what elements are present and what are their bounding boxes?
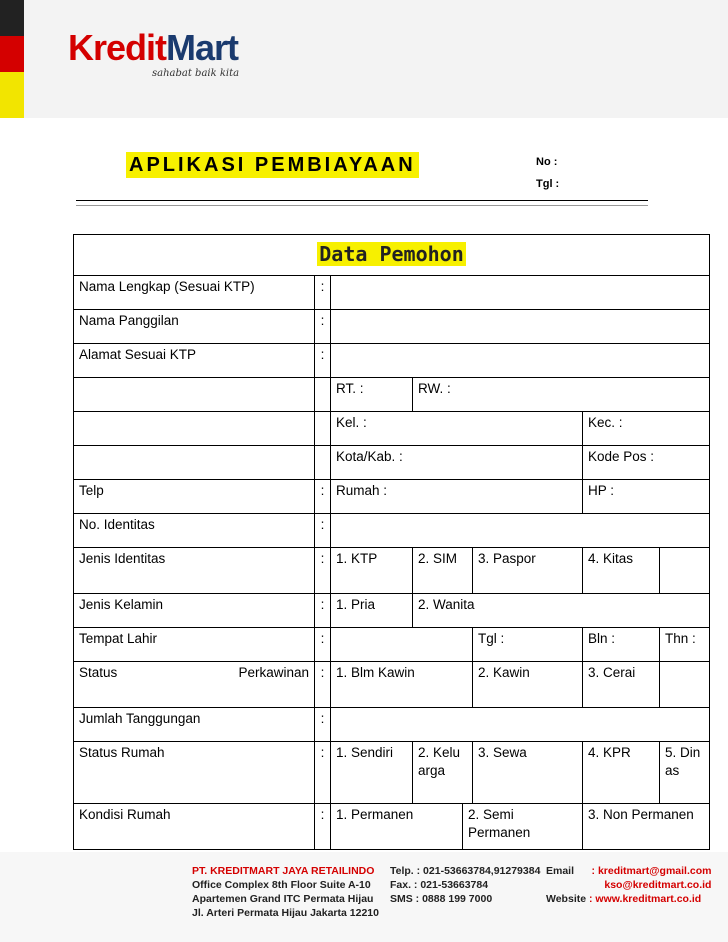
option-keluarga[interactable]: 2. Keluarga xyxy=(413,742,473,804)
input-rw[interactable]: RW. : xyxy=(413,378,710,412)
footer-contacts xyxy=(546,864,711,906)
colon: : xyxy=(315,742,331,804)
option-cerai[interactable]: 3. Cerai xyxy=(583,662,660,708)
option-sendiri[interactable]: 1. Sendiri xyxy=(331,742,413,804)
section-title: Data Pemohon xyxy=(319,241,464,266)
colon: : xyxy=(315,310,331,344)
label-tempat-lahir: Tempat Lahir xyxy=(74,628,315,662)
sms-line: SMS : 0888 199 7000 xyxy=(390,893,493,905)
colon: : xyxy=(315,514,331,548)
label-blank xyxy=(74,446,315,480)
label-nama-panggilan: Nama Panggilan xyxy=(74,310,315,344)
option-pria[interactable]: 1. Pria xyxy=(331,594,413,628)
label-nama-lengkap: Nama Lengkap (Sesuai KTP) xyxy=(74,276,315,310)
input-kel[interactable]: Kel. : xyxy=(331,412,583,446)
label-jenis-identitas: Jenis Identitas xyxy=(74,548,315,594)
input-tempat-lahir[interactable] xyxy=(331,628,473,662)
input-alamat[interactable] xyxy=(331,344,710,378)
input-rt[interactable]: RT. : xyxy=(331,378,413,412)
colon: : xyxy=(315,708,331,742)
flag-stripe-red xyxy=(0,36,24,72)
label-no-identitas: No. Identitas xyxy=(74,514,315,548)
label-blank xyxy=(74,412,315,446)
colon: : xyxy=(315,548,331,594)
option-semi-permanen[interactable]: 2. Semi Permanen xyxy=(463,804,583,850)
brand-tagline: sahabat baik kita xyxy=(152,68,240,79)
input-telp-rumah[interactable]: Rumah : xyxy=(331,480,583,514)
email-link-2[interactable]: kso@kreditmart.co.id xyxy=(604,879,712,891)
option-sewa[interactable]: 3. Sewa xyxy=(473,742,583,804)
option-non-permanen[interactable]: 3. Non Permanen xyxy=(583,804,710,850)
option-kpr[interactable]: 4. KPR xyxy=(583,742,660,804)
logo-kredit: Kredit xyxy=(68,27,167,68)
label-jenis-kelamin: Jenis Kelamin xyxy=(74,594,315,628)
option-sim[interactable]: 2. SIM xyxy=(413,548,473,594)
address-line-2: Apartemen Grand ITC Permata Hijau xyxy=(192,893,374,905)
colon: : xyxy=(315,344,331,378)
email-link-1[interactable]: : kreditmart@gmail.com xyxy=(591,865,712,877)
logo-mart: Mart xyxy=(166,27,239,68)
option-dinas[interactable]: 5. Dinas xyxy=(660,742,710,804)
section-header xyxy=(74,235,710,276)
website-link[interactable]: : www.kreditmart.co.id xyxy=(589,893,702,905)
colon-blank xyxy=(315,378,331,412)
colon: : xyxy=(315,628,331,662)
input-nama-lengkap[interactable] xyxy=(331,276,710,310)
input-kec[interactable]: Kec. : xyxy=(583,412,710,446)
tgl-label: Tgl : xyxy=(536,178,560,190)
label-blank xyxy=(74,378,315,412)
header-rule xyxy=(76,200,648,201)
page-title: APLIKASI PEMBIAYAAN xyxy=(126,152,419,178)
label-telp: Telp xyxy=(74,480,315,514)
option-blank[interactable] xyxy=(660,548,710,594)
input-tgl[interactable]: Tgl : xyxy=(473,628,583,662)
option-kawin[interactable]: 2. Kawin xyxy=(473,662,583,708)
option-paspor[interactable]: 3. Paspor xyxy=(473,548,583,594)
email-label: Email xyxy=(546,865,575,877)
perkawinan-word: Perkawinan xyxy=(238,665,309,680)
input-bln[interactable]: Bln : xyxy=(583,628,660,662)
colon: : xyxy=(315,662,331,708)
footer-phones xyxy=(390,864,540,906)
header-rule-thin xyxy=(76,205,648,206)
company-name: PT. KREDITMART JAYA RETAILINDO xyxy=(192,865,375,877)
footer-company xyxy=(192,864,379,920)
colon: : xyxy=(315,480,331,514)
phone-line: Telp. : 021-53663784,91279384 xyxy=(390,865,541,877)
option-permanen[interactable]: 1. Permanen xyxy=(331,804,463,850)
input-kodepos[interactable]: Kode Pos : xyxy=(583,446,710,480)
option-kitas[interactable]: 4. Kitas xyxy=(583,548,660,594)
option-blm-kawin[interactable]: 1. Blm Kawin xyxy=(331,662,473,708)
colon-blank xyxy=(315,446,331,480)
fax-line: Fax. : 021-53663784 xyxy=(390,879,489,891)
website-label: Website xyxy=(546,893,587,905)
input-no-identitas[interactable] xyxy=(331,514,710,548)
flag-stripe-black xyxy=(0,0,24,36)
input-nama-panggilan[interactable] xyxy=(331,310,710,344)
colon-blank xyxy=(315,412,331,446)
colon: : xyxy=(315,594,331,628)
option-ktp[interactable]: 1. KTP xyxy=(331,548,413,594)
brand-logo xyxy=(68,27,239,68)
status-word: Status xyxy=(79,665,118,680)
label-jumlah-tanggungan: Jumlah Tanggungan xyxy=(74,708,315,742)
input-kota[interactable]: Kota/Kab. : xyxy=(331,446,583,480)
applicant-form xyxy=(73,234,710,850)
option-blank[interactable] xyxy=(660,662,710,708)
input-jumlah-tanggungan[interactable] xyxy=(331,708,710,742)
label-status-rumah: Status Rumah xyxy=(74,742,315,804)
label-alamat: Alamat Sesuai KTP xyxy=(74,344,315,378)
flag-stripe-yellow xyxy=(0,72,24,118)
option-wanita[interactable]: 2. Wanita xyxy=(413,594,710,628)
input-thn[interactable]: Thn : xyxy=(660,628,710,662)
address-line-1: Office Complex 8th Floor Suite A-10 xyxy=(192,879,371,891)
colon: : xyxy=(315,804,331,850)
address-line-3: Jl. Arteri Permata Hijau Jakarta 12210 xyxy=(192,907,379,919)
label-kondisi-rumah: Kondisi Rumah xyxy=(74,804,315,850)
label-status-perkawinan xyxy=(74,662,315,708)
no-label: No : xyxy=(536,156,558,168)
colon: : xyxy=(315,276,331,310)
input-hp[interactable]: HP : xyxy=(583,480,710,514)
